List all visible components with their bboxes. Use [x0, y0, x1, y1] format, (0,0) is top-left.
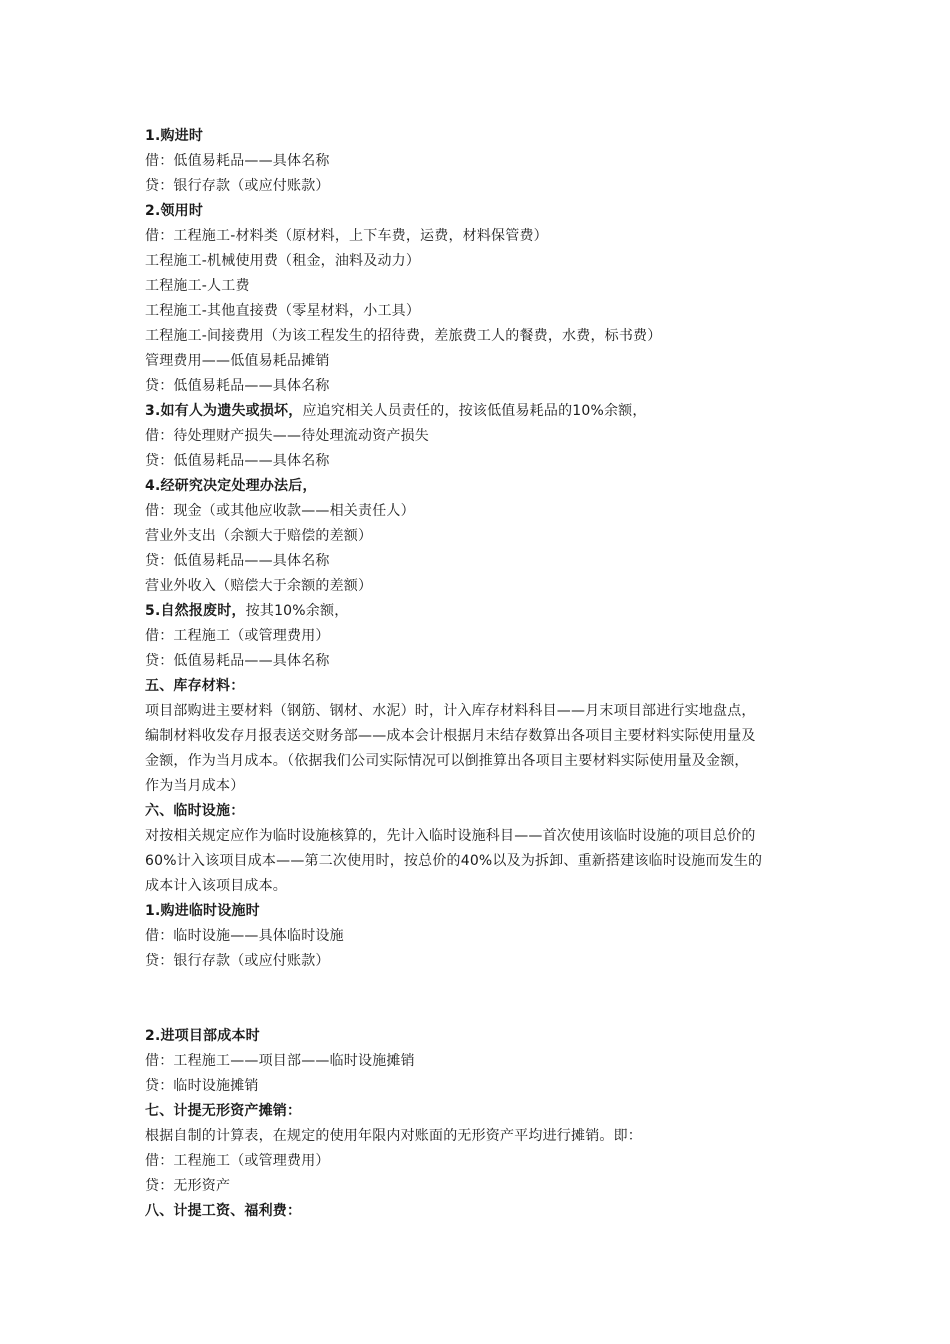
inline-bold-text: 3.如有人为遗失或损坏，	[145, 403, 303, 419]
text-line: 成本计入该项目成本。	[145, 878, 287, 894]
text-line: 项目部购进主要材料（钢筋、钢材、水泥）时，计入库存材料科目——月末项目部进行实地盘点，	[145, 703, 756, 719]
text-line: 贷：低值易耗品——具体名称	[145, 453, 330, 469]
text-line: 作为当月成本）	[145, 778, 245, 794]
section-heading: 七、计提无形资产摊销：	[145, 1103, 302, 1119]
blank-gap	[145, 974, 805, 1024]
text-line: 贷：无形资产	[145, 1178, 231, 1194]
text-line: 贷：低值易耗品——具体名称	[145, 378, 330, 394]
text-line: 工程施工-机械使用费（租金，油料及动力）	[145, 253, 421, 269]
text-line: 贷：银行存款（或应付账款）	[145, 178, 330, 194]
section-heading: 1.购进临时设施时	[145, 903, 260, 919]
text-line: 借：待处理财产损失——待处理流动资产损失	[145, 428, 429, 444]
text-line: 根据自制的计算表，在规定的使用年限内对账面的无形资产平均进行摊销。即：	[145, 1128, 642, 1144]
text-line: 借：低值易耗品——具体名称	[145, 153, 330, 169]
text-line: 管理费用——低值易耗品摊销	[145, 353, 330, 369]
text-line: 借：临时设施——具体临时设施	[145, 928, 344, 944]
text-line: 工程施工-其他直接费（零星材料，小工具）	[145, 303, 421, 319]
text-line: 编制材料收发存月报表送交财务部——成本会计根据月末结存数算出各项目主要材料实际使用量及	[145, 728, 756, 744]
inline-bold-text: 5.自然报废时，	[145, 603, 246, 619]
text-line: 贷：低值易耗品——具体名称	[145, 653, 330, 669]
text-line: 金额，作为当月成本。（依据我们公司实际情况可以倒推算出各项目主要材料实际使用量及金额，	[145, 753, 749, 769]
text-line: 借：工程施工（或管理费用）	[145, 628, 330, 644]
text-line: 对按相关规定应作为临时设施核算的，先计入临时设施科目——首次使用该临时设施的项目总价的	[145, 828, 756, 844]
section-heading: 2.领用时	[145, 203, 204, 219]
section-heading: 4.经研究决定处理办法后，	[145, 478, 317, 494]
text-line	[145, 399, 805, 424]
section-heading: 六、临时设施：	[145, 803, 245, 819]
inline-text: 应追究相关人员责任的，按该低值易耗品的10%余额，	[302, 403, 647, 419]
text-line: 工程施工-人工费	[145, 278, 250, 294]
text-line: 营业外支出（余额大于赔偿的差额）	[145, 528, 373, 544]
text-line: 贷：银行存款（或应付账款）	[145, 953, 330, 969]
text-line	[145, 599, 805, 624]
section-heading: 八、计提工资、福利费：	[145, 1203, 302, 1219]
section-heading: 2.进项目部成本时	[145, 1028, 260, 1044]
text-line: 贷：低值易耗品——具体名称	[145, 553, 330, 569]
inline-text: 按其10%余额，	[245, 603, 349, 619]
text-line: 借：工程施工-材料类（原材料，上下车费，运费，材料保管费）	[145, 228, 548, 244]
text-line: 借：工程施工（或管理费用）	[145, 1153, 330, 1169]
text-line: 60%计入该项目成本——第二次使用时，按总价的40%以及为拆卸、重新搭建该临时设施而发生的	[145, 853, 763, 869]
text-line: 贷：临时设施摊销	[145, 1078, 259, 1094]
text-line: 营业外收入（赔偿大于余额的差额）	[145, 578, 373, 594]
text-line: 工程施工-间接费用（为该工程发生的招待费，差旅费工人的餐费，水费，标书费）	[145, 328, 662, 344]
section-heading: 1.购进时	[145, 128, 204, 144]
text-line: 借：工程施工——项目部——临时设施摊销	[145, 1053, 415, 1069]
section-heading: 五、库存材料：	[145, 678, 245, 694]
document-body	[145, 124, 805, 1224]
text-line: 借：现金（或其他应收款——相关责任人）	[145, 503, 415, 519]
